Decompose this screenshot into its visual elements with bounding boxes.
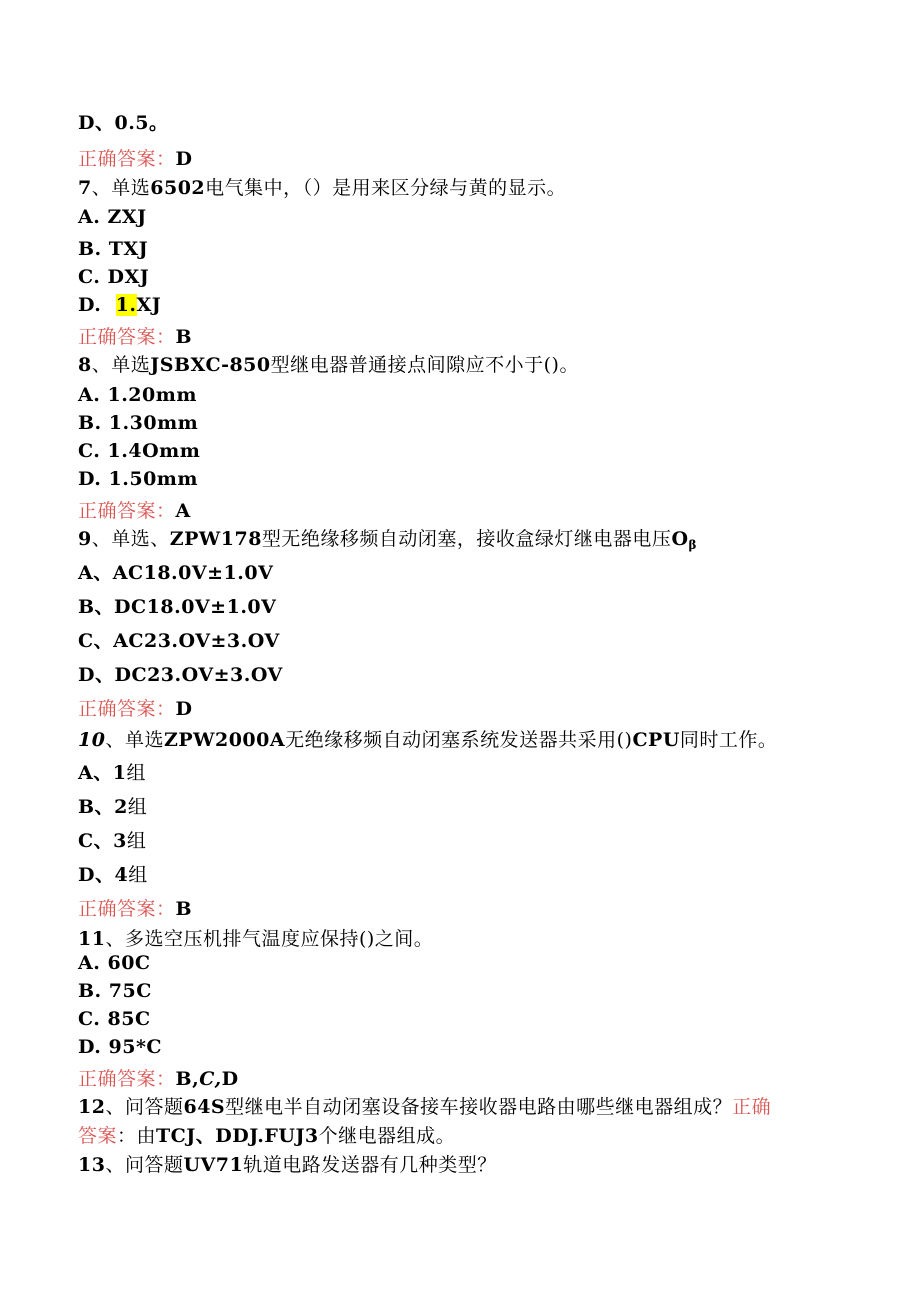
q8-stem: 8、单选JSBXC-850型继电器普通接点间隙应不小于()。 xyxy=(78,354,579,376)
q11-answer: 正确答案：B,C,D xyxy=(78,1068,239,1090)
q8-answer: 正确答案：A xyxy=(78,500,191,522)
q7-stem: 7、单选6502电气集中，（）是用来区分绿与黄的显示。 xyxy=(78,177,567,199)
q11-stem: 11、多选空压机排气温度应保持()之间。 xyxy=(78,928,434,950)
q7-option-c: C. DXJ xyxy=(78,266,150,288)
q10-stem: 10、单选ZPW2000A无绝缘移频自动闭塞系统发送器共采用()CPU同时工作。 xyxy=(78,729,778,751)
q10-option-a: A、1组 xyxy=(78,762,146,784)
q8-option-c: C. 1.4Omm xyxy=(78,440,201,462)
q11-option-a: A. 60C xyxy=(78,952,151,974)
q13-stem: 13、问答题UV71轨道电路发送器有几种类型？ xyxy=(78,1154,497,1176)
q6-answer: 正确答案：D xyxy=(78,148,193,170)
q8-option-a: A. 1.20mm xyxy=(78,384,197,406)
q7-option-a: A. ZXJ xyxy=(78,206,147,228)
q9-option-c: C、AC23.OV±3.OV xyxy=(78,630,280,652)
q10-option-c: C、3组 xyxy=(78,830,147,852)
q12-stem: 12、问答题64S型继电半自动闭塞设备接车接收器电路由哪些继电器组成？正确 xyxy=(78,1096,772,1118)
q11-option-d: D. 95*C xyxy=(78,1036,163,1058)
q11-option-b: B. 75C xyxy=(78,980,152,1002)
q11-option-c: C. 85C xyxy=(78,1008,151,1030)
q10-option-d: D、4组 xyxy=(78,864,148,886)
q9-option-b: B、DC18.0V±1.0V xyxy=(78,596,277,618)
q6-option-d: D、0.5。 xyxy=(78,112,169,134)
q7-answer: 正确答案：B xyxy=(78,326,193,348)
highlight-mark: 1. xyxy=(115,294,137,316)
q12-answer: 答案：由TCJ、DDJ.FUJ3个继电器组成。 xyxy=(78,1125,456,1147)
q10-option-b: B、2组 xyxy=(78,796,148,818)
q7-option-b: B. TXJ xyxy=(78,238,149,260)
q9-stem: 9、单选、ZPW178型无绝缘移频自动闭塞，接收盒绿灯继电器电压$O_\beta$ xyxy=(78,528,697,552)
q9-option-a: A、AC18.0V±1.0V xyxy=(78,562,274,584)
q8-option-d: D. 1.50mm xyxy=(78,468,199,490)
q9-option-d: D、DC23.OV±3.OV xyxy=(78,664,283,686)
q9-answer: 正确答案：D xyxy=(78,698,193,720)
q10-answer: 正确答案：B xyxy=(78,898,193,920)
q7-option-d: D. 1.XJ xyxy=(78,294,162,316)
q8-option-b: B. 1.30mm xyxy=(78,412,199,434)
